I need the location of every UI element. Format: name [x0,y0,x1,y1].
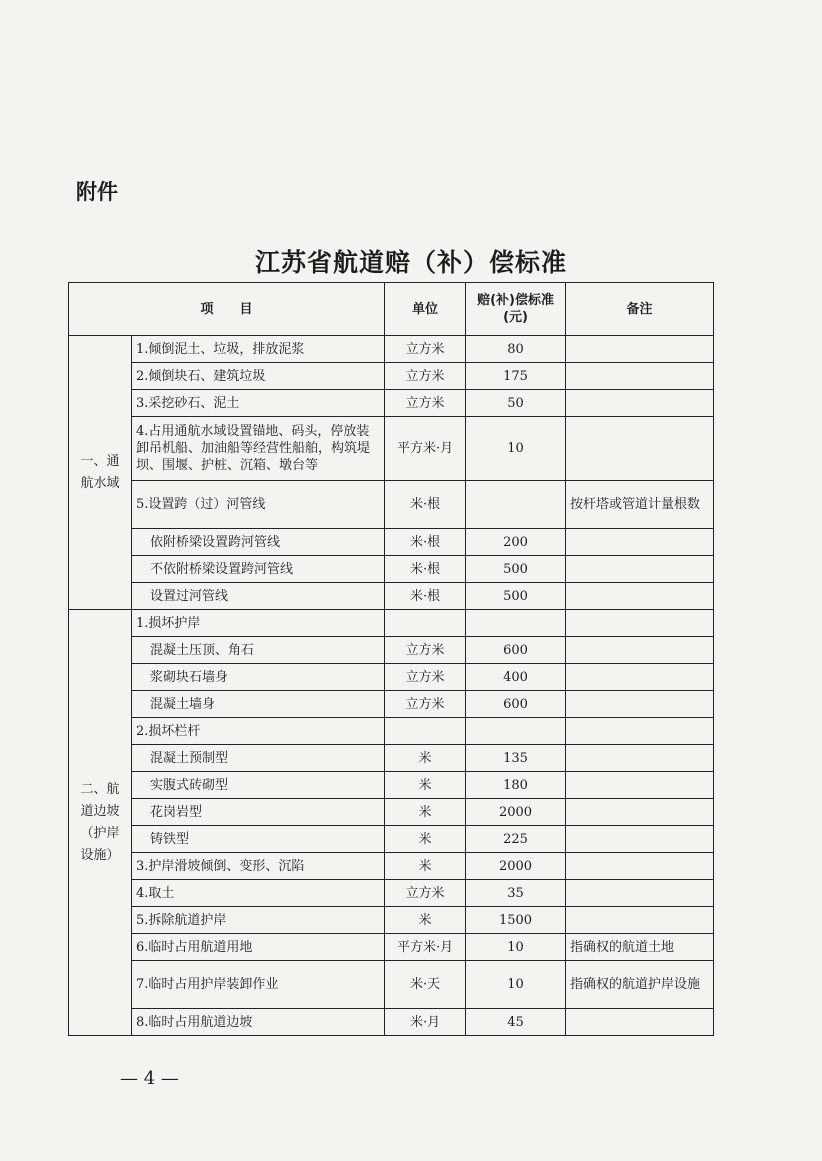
table-row [69,583,714,610]
table-row [69,529,714,556]
table-row [69,691,714,718]
row-remark: 指确权的航道护岸设施 [566,961,714,1009]
row-item: 混凝土压顶、角石 [132,637,385,664]
row-unit: 立方米 [385,336,466,363]
row-item: 设置过河管线 [132,583,385,610]
row-item: 5.拆除航道护岸 [132,907,385,934]
row-standard: 10 [466,417,566,481]
row-item: 浆砌块石墙身 [132,664,385,691]
header-item: 项 目 [69,283,385,336]
row-unit: 米·根 [385,529,466,556]
row-remark [566,583,714,610]
row-standard: 50 [466,390,566,417]
row-standard: 135 [466,745,566,772]
row-remark: 指确权的航道土地 [566,934,714,961]
row-item: 7.临时占用护岸装卸作业 [132,961,385,1009]
row-standard: 2000 [466,799,566,826]
row-standard [466,718,566,745]
row-standard: 35 [466,880,566,907]
row-unit: 立方米 [385,363,466,390]
table-row [69,1009,714,1036]
row-unit [385,610,466,637]
row-item: 4.占用通航水域设置锚地、码头，停放装卸吊机船、加油船等经营性船舶，构筑堤坝、围堰、护桩、沉箱、墩台等 [132,417,385,481]
row-unit: 米·月 [385,1009,466,1036]
header-standard: 赔(补)偿标准(元) [466,283,566,336]
row-item: 3.护岸滑坡倾倒、变形、沉陷 [132,853,385,880]
table-row [69,390,714,417]
table-row [69,481,714,529]
document-title: 江苏省航道赔（补）偿标准 [254,248,567,277]
row-unit: 立方米 [385,691,466,718]
table-row [69,363,714,390]
row-unit: 米 [385,853,466,880]
row-standard: 10 [466,961,566,1009]
row-standard: 500 [466,556,566,583]
row-unit: 平方米·月 [385,934,466,961]
row-item: 2.损坏栏杆 [132,718,385,745]
table-header-row [69,283,714,336]
table-row [69,718,714,745]
row-remark [566,772,714,799]
row-unit: 立方米 [385,664,466,691]
row-item: 1.损坏护岸 [132,610,385,637]
row-item: 4.取土 [132,880,385,907]
compensation-table [68,282,714,1036]
row-standard: 600 [466,637,566,664]
table-row [69,907,714,934]
row-unit: 立方米 [385,637,466,664]
row-standard: 200 [466,529,566,556]
row-unit: 立方米 [385,390,466,417]
row-remark [566,336,714,363]
row-remark [566,745,714,772]
row-unit: 立方米 [385,880,466,907]
row-standard: 175 [466,363,566,390]
row-standard: 180 [466,772,566,799]
row-unit: 米·根 [385,556,466,583]
table-row [69,853,714,880]
table-row [69,772,714,799]
row-remark [566,556,714,583]
attachment-label: 附件 [76,180,118,204]
row-item: 5.设置跨（过）河管线 [132,481,385,529]
row-standard: 500 [466,583,566,610]
row-remark [566,610,714,637]
row-remark [566,664,714,691]
row-standard: 45 [466,1009,566,1036]
table-row [69,336,714,363]
header-unit: 单位 [385,283,466,336]
row-unit: 米·根 [385,481,466,529]
row-item: 依附桥梁设置跨河管线 [132,529,385,556]
row-item: 1.倾倒泥土、垃圾，排放泥浆 [132,336,385,363]
row-item: 8.临时占用航道边坡 [132,1009,385,1036]
row-unit: 米·根 [385,583,466,610]
row-item: 6.临时占用航道用地 [132,934,385,961]
row-remark [566,529,714,556]
table-row [69,961,714,1009]
table-row [69,934,714,961]
row-remark [566,826,714,853]
table-row [69,610,714,637]
row-standard: 1500 [466,907,566,934]
table-row [69,417,714,481]
row-remark [566,390,714,417]
row-remark [566,637,714,664]
table-row [69,745,714,772]
header-remark: 备注 [566,283,714,336]
row-unit: 米 [385,826,466,853]
row-standard: 400 [466,664,566,691]
row-unit: 米 [385,799,466,826]
row-unit: 米 [385,907,466,934]
table-row [69,799,714,826]
row-item: 铸铁型 [132,826,385,853]
row-item: 实腹式砖砌型 [132,772,385,799]
row-item: 混凝土预制型 [132,745,385,772]
row-remark [566,1009,714,1036]
row-item: 花岗岩型 [132,799,385,826]
table-row [69,556,714,583]
row-item: 混凝土墙身 [132,691,385,718]
row-remark [566,799,714,826]
row-unit [385,718,466,745]
row-unit: 米·天 [385,961,466,1009]
table-row [69,826,714,853]
row-item: 2.倾倒块石、建筑垃圾 [132,363,385,390]
row-unit: 米 [385,772,466,799]
table-row [69,880,714,907]
row-standard: 80 [466,336,566,363]
table-row [69,664,714,691]
row-standard: 10 [466,934,566,961]
row-unit: 平方米·月 [385,417,466,481]
category-slope: 二、航道边坡（护岸设施） [69,610,132,1036]
row-remark [566,853,714,880]
row-standard [466,610,566,637]
table-row [69,637,714,664]
row-remark [566,691,714,718]
row-remark [566,907,714,934]
row-unit: 米 [385,745,466,772]
row-remark [566,718,714,745]
row-standard: 225 [466,826,566,853]
row-remark [566,417,714,481]
row-remark [566,363,714,390]
row-standard: 600 [466,691,566,718]
row-item: 不依附桥梁设置跨河管线 [132,556,385,583]
row-standard: 2000 [466,853,566,880]
row-remark: 按杆塔或管道计量根数 [566,481,714,529]
category-waters: 一、通航水域 [69,336,132,610]
row-remark [566,880,714,907]
page-number: — 4 — [120,1068,179,1089]
row-item: 3.采挖砂石、泥土 [132,390,385,417]
row-standard [466,481,566,529]
